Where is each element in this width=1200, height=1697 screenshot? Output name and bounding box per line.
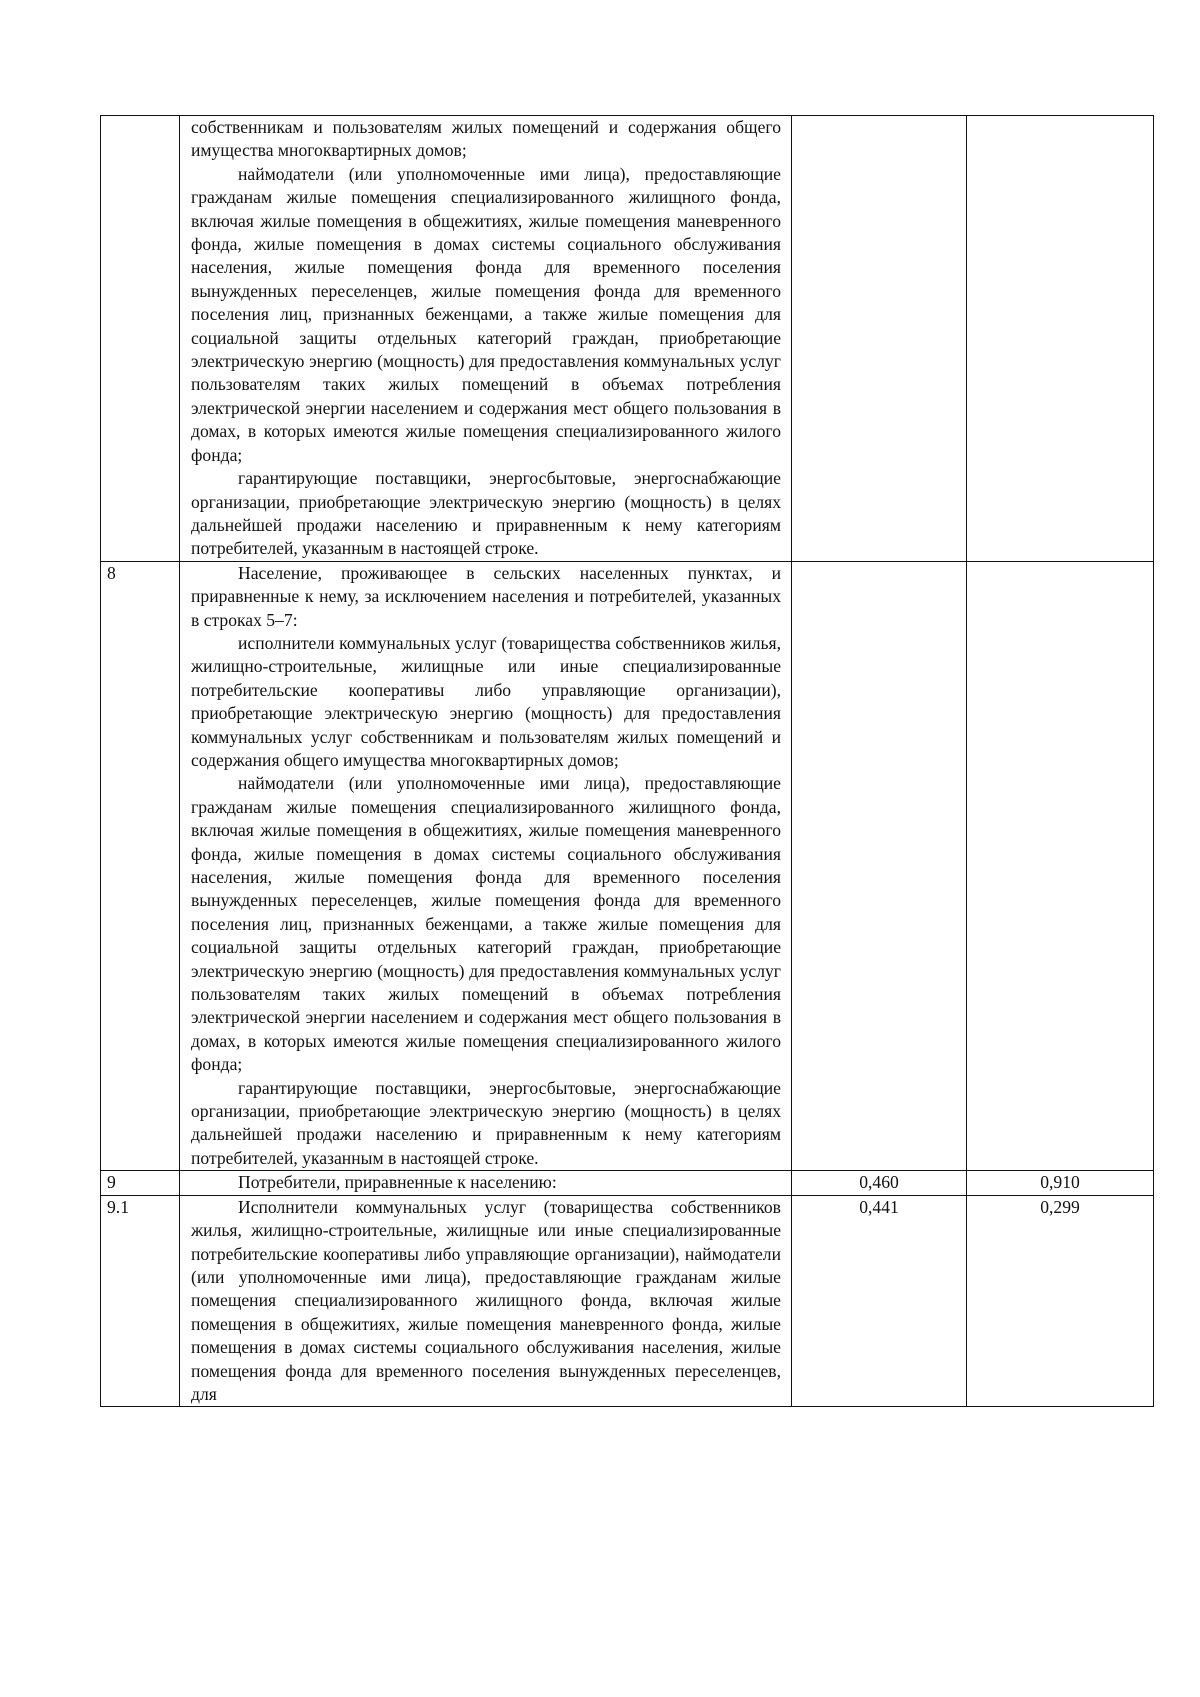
row-paragraph: собственникам и пользователям жилых помещений и содержания общего имущества многоквартирных домов;: [191, 117, 781, 161]
value-cell-1: 0,441: [792, 1195, 967, 1407]
row-paragraph: гарантирующие поставщики, энергосбытовые, энергоснабжающие организации, приобретающие электрическую энергию (мощность) в целях дальнейшей продажи населению и приравненным к нему категориям потребителей, указанным в настоящей строке.: [191, 468, 781, 559]
row-number: [101, 116, 180, 562]
table-row: [101, 1171, 1154, 1195]
row-paragraph: Исполнители коммунальных услуг (товарищества собственников жилья, жилищно-строительные, жилищные или иные специализированные потребительские кооперативы либо управляющие организации), наймодатели (или уполномоченные ими лица), предоставляющие гражданам жилые помещения специализированного жилищного фонда, включая жилые помещения в общежитиях, жилые помещения маневренного фонда, жилые помещения в домах системы социального обслуживания населения, жилые помещения фонда для временного поселения вынужденных переселенцев, для: [191, 1196, 781, 1404]
row-paragraph: исполнители коммунальных услуг (товарищества собственников жилья, жилищно-строительные, жилищные или иные специализированные потребительские кооперативы либо управляющие организации), приобретающие электрическую энергию (мощность) для предоставления коммунальных услуг собственникам и пользователям жилых помещений и содержания общего имущества многоквартирных домов;: [191, 632, 781, 770]
table-row: [101, 1195, 1154, 1407]
value-cell-1: [792, 116, 967, 562]
value-cell-2: 0,910: [967, 1171, 1154, 1195]
row-description: [180, 116, 792, 562]
row-paragraph: гарантирующие поставщики, энергосбытовые, энергоснабжающие организации, приобретающие электрическую энергию (мощность) в целях дальнейшей продажи населению и приравненным к нему категориям потребителей, указанным в настоящей строке.: [191, 1077, 781, 1168]
value-cell-1: [792, 561, 967, 1171]
value-cell-2: [967, 561, 1154, 1171]
row-number: 8: [101, 561, 180, 1171]
row-paragraph: Население, проживающее в сельских населенных пунктах, и приравненные к нему, за исключением населения и потребителей, указанных в строках 5–7:: [191, 562, 781, 630]
table-row: [101, 561, 1154, 1171]
value-cell-1: 0,460: [792, 1171, 967, 1195]
row-number: 9: [101, 1171, 180, 1195]
row-number: 9.1: [101, 1195, 180, 1407]
row-description: [180, 1195, 792, 1407]
row-paragraph: Потребители, приравненные к населению:: [238, 1172, 557, 1193]
row-description: [180, 561, 792, 1171]
row-description: [180, 1171, 792, 1195]
row-paragraph: наймодатели (или уполномоченные ими лица), предоставляющие гражданам жилые помещения специализированного жилищного фонда, включая жилые помещения в общежитиях, жилые помещения маневренного фонда, жилые помещения в домах системы социального обслуживания населения, жилые помещения фонда для временного поселения вынужденных переселенцев, жилые помещения фонда для временного поселения лиц, признанных беженцами, а также жилые помещения для социальной защиты отдельных категорий граждан, приобретающие электрическую энергию (мощность) для предоставления коммунальных услуг пользователям таких жилых помещений в объемах потребления электрической энергии населением и содержания мест общего пользования в домах, в которых имеются жилые помещения специализированного жилого фонда;: [191, 163, 781, 465]
tariff-table: [100, 115, 1154, 1407]
value-cell-2: 0,299: [967, 1195, 1154, 1407]
value-cell-2: [967, 116, 1154, 562]
row-paragraph: наймодатели (или уполномоченные ими лица), предоставляющие гражданам жилые помещения специализированного жилищного фонда, включая жилые помещения в общежитиях, жилые помещения маневренного фонда, жилые помещения в домах системы социального обслуживания населения, жилые помещения фонда для временного поселения вынужденных переселенцев, жилые помещения фонда для временного поселения лиц, признанных беженцами, а также жилые помещения для социальной защиты отдельных категорий граждан, приобретающие электрическую энергию (мощность) для предоставления коммунальных услуг пользователям таких жилых помещений в объемах потребления электрической энергии населением и содержания мест общего пользования в домах, в которых имеются жилые помещения специализированного жилого фонда;: [191, 773, 781, 1075]
table-row: [101, 116, 1154, 562]
